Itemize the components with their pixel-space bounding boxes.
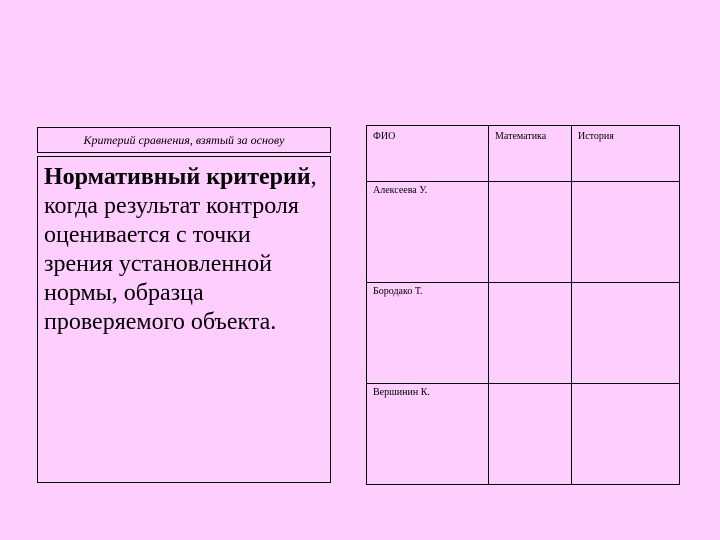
header-name-label: ФИО <box>373 131 396 142</box>
definition-term: Нормативный критерий <box>44 164 311 190</box>
math-grade <box>489 182 571 185</box>
math-grade <box>489 384 571 387</box>
header-cell-name <box>367 126 489 182</box>
cell-name <box>367 283 489 384</box>
student-name: Алексеева У. <box>373 185 428 196</box>
cell-history <box>572 283 680 384</box>
header-math-label: Математика <box>495 131 547 142</box>
table-row <box>367 283 680 384</box>
student-name: Вершинин К. <box>373 387 430 398</box>
table-header-row <box>367 126 680 182</box>
cell-history <box>572 182 680 283</box>
header-cell-math <box>489 126 572 182</box>
cell-math <box>489 384 572 485</box>
cell-name <box>367 182 489 283</box>
table-row <box>367 182 680 283</box>
history-grade <box>572 384 679 387</box>
student-name: Бородако Т. <box>373 286 423 297</box>
cell-name <box>367 384 489 485</box>
history-grade <box>572 283 679 286</box>
cell-math <box>489 182 572 283</box>
definition-text: , когда результат контроля оценивается с точки зрения установленной нормы, образца проверяемого объекта. <box>44 164 317 335</box>
criterion-header: Критерий сравнения, взятый за основу <box>37 127 331 153</box>
header-history-label: История <box>578 131 614 142</box>
cell-math <box>489 283 572 384</box>
grades-table <box>366 125 680 485</box>
table-row <box>367 384 680 485</box>
header-cell-history <box>572 126 680 182</box>
criterion-definition <box>37 156 331 483</box>
math-grade <box>489 283 571 286</box>
history-grade <box>572 182 679 185</box>
cell-history <box>572 384 680 485</box>
